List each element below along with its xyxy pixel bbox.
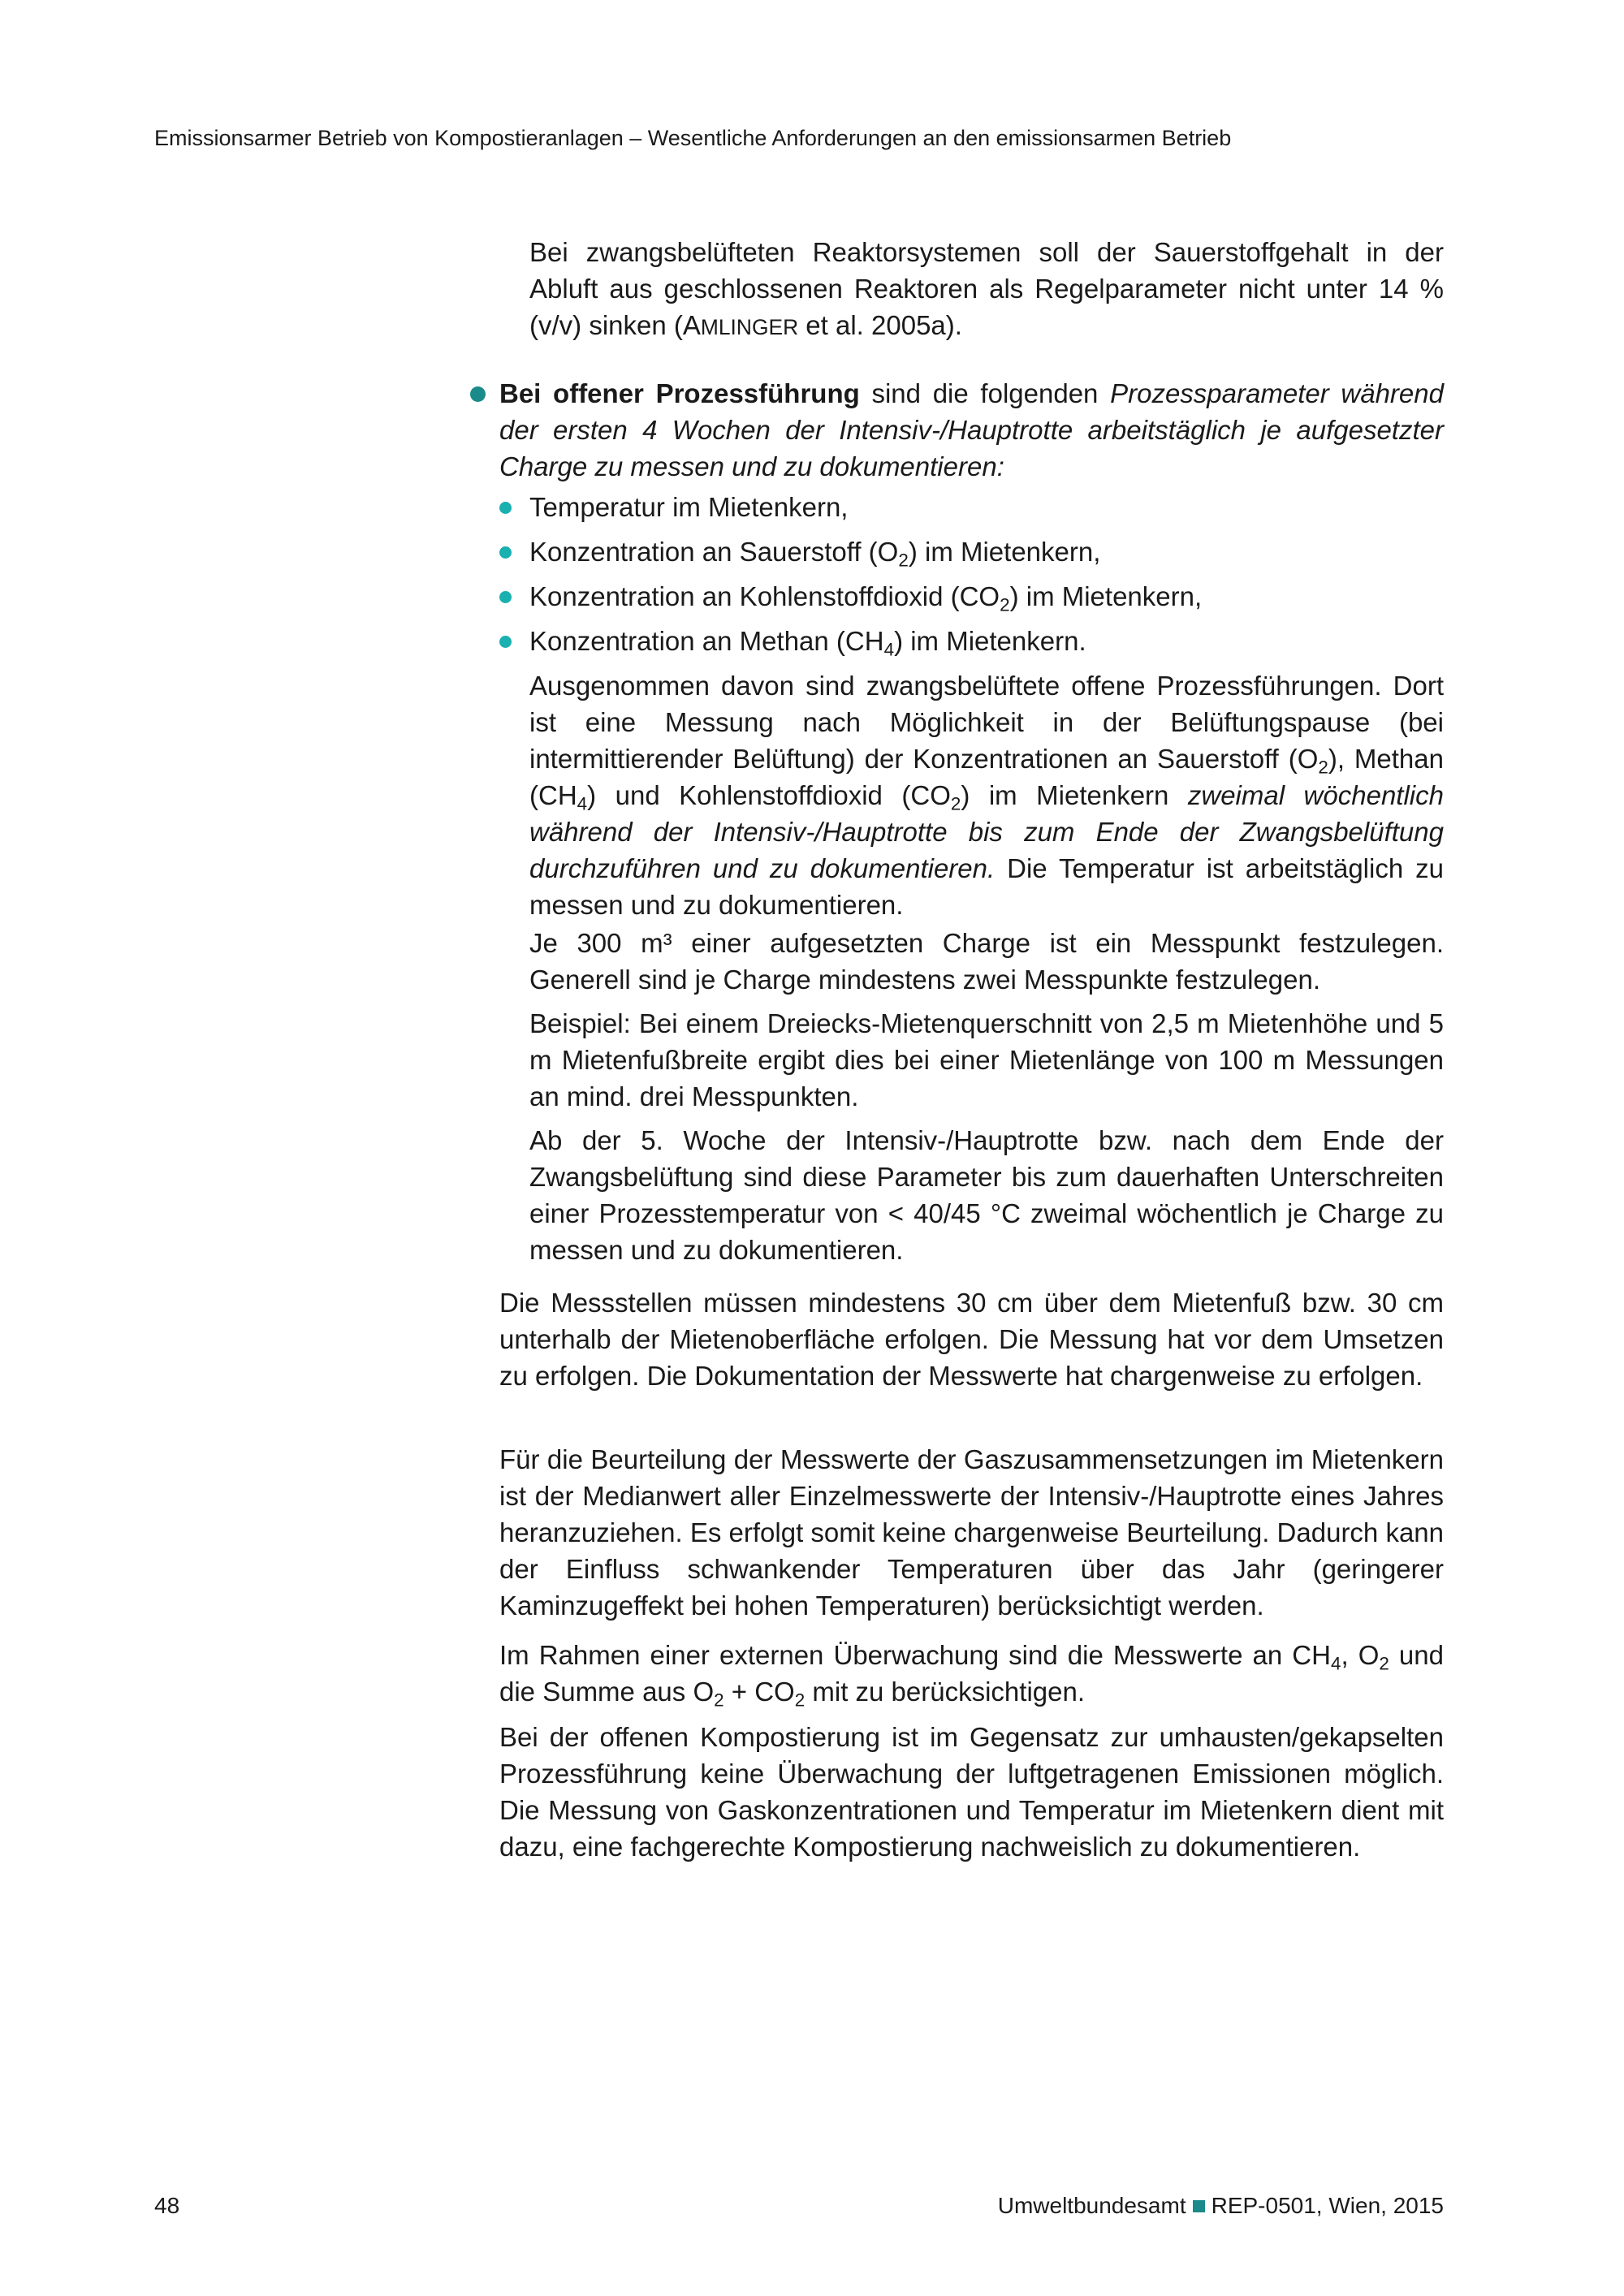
main-bullet-icon [470, 386, 486, 402]
subscript: 2 [794, 1690, 806, 1711]
indented-paragraph-week5 [529, 1122, 1444, 1268]
text-run: ), Methan (CH [529, 744, 1444, 810]
text-run: Die Temperatur ist arbeitstäglich zu messen und zu dokumentieren. [529, 853, 1444, 920]
author-initial: A [682, 310, 701, 340]
intro-text-2: et al. 2005a). [798, 310, 962, 340]
page-number [154, 2190, 179, 2222]
subscript: 4 [577, 793, 588, 814]
sub-bullet-text-post: ) im Mietenkern, [1009, 581, 1203, 611]
subscript: 2 [714, 1690, 724, 1711]
sub-bullet-icon [499, 502, 512, 514]
sub-bullet-text-post: ) im Mietenkern. [894, 626, 1086, 656]
text-run: ) im Mietenkern [961, 780, 1188, 810]
sub-bullet-item [529, 578, 1444, 615]
main-bullet-text [499, 375, 1444, 485]
sub-bullet-icon [499, 546, 512, 559]
subscript: 4 [883, 639, 895, 660]
sub-bullet-text-pre: Konzentration an Sauerstoff (O [529, 537, 899, 567]
sub-bullet-icon [499, 591, 512, 603]
text-run: mit zu berücksichtigen. [805, 1677, 1086, 1707]
text-run: + CO [723, 1677, 795, 1707]
italic-run: zweimal wöchentlich während der Intensiv-/Hauptrotte bis zum Ende der Zwangsbelüftung durchzuführen und zu dokumentieren. [529, 780, 1444, 883]
sub-bullet-text-pre: Konzentration an Kohlenstoffdioxid (CO [529, 581, 1000, 611]
text-run: und die Summe aus O [499, 1640, 1444, 1707]
subscript: 2 [898, 550, 909, 571]
text-run: Beispiel: Bei einem Dreiecks-Mietenquerschnitt von 2,5 m Mietenhöhe und 5 m Mietenfußbreite ergibt dies bei einer Mietenlänge von 100 m Messungen an mind. drei Messpunkten. [529, 1008, 1444, 1111]
sub-bullet-text: Temperatur im Mietenkern, [529, 492, 849, 522]
subscript: 2 [950, 793, 961, 814]
indented-paragraph-measuring-points [529, 925, 1444, 998]
paragraph-assessment [499, 1441, 1444, 1624]
page-number-text: 48 [154, 2193, 180, 2218]
sub-bullet-item [529, 533, 1444, 570]
text-run: Im Rahmen einer externen Überwachung sind die Messwerte an CH [499, 1640, 1331, 1670]
author-smallcaps: MLINGER [700, 315, 799, 339]
running-header [154, 122, 1470, 154]
report-number: REP-0501, Wien, 2015 [1211, 2193, 1444, 2218]
sub-bullet-item [529, 489, 1444, 525]
text-run: Ausgenommen davon sind zwangsbelüftete offene Prozessführungen. Dort ist eine Messung nach Möglichkeit in der Belüftungspause (bei intermittierender Belüftung) der Konzentrationen an Sauerstoff (O [529, 671, 1444, 774]
sub-bullet-text-post: ) im Mietenkern, [908, 537, 1101, 567]
running-title: Emissionsarmer Betrieb von Kompostieranlagen – Wesentliche Anforderungen an den emissionsarmen Betrieb [154, 126, 1232, 150]
footer-citation [998, 2190, 1444, 2222]
publisher-name: Umweltbundesamt [997, 2193, 1186, 2218]
paragraph-open-composting [499, 1719, 1444, 1865]
main-bullet-italic: Prozessparameter während der ersten 4 Wochen der Intensiv-/Hauptrotte arbeitstäglich je aufgesetzter Charge zu messen und zu dokumentieren: [499, 378, 1444, 481]
indented-paragraph-example [529, 1005, 1444, 1115]
main-bullet-normal: sind die folgenden [859, 378, 1111, 408]
subscript: 2 [1000, 594, 1010, 615]
sub-bullet-item [529, 623, 1444, 659]
indented-paragraph-exceptions [529, 667, 1444, 923]
text-run: Bei der offenen Kompostierung ist im Gegensatz zur umhausten/gekapselten Prozessführung keine Überwachung der luftgetragenen Emissionen möglich. Die Messung von Gaskonzentrationen und Temperatur im Mietenkern dient mit dazu, eine fachgerechte Kompostierung nachweislich zu dokumentieren. [499, 1722, 1444, 1862]
sub-bullet-icon [499, 636, 512, 648]
paragraph-measuring-locations [499, 1284, 1444, 1394]
text-run: ) und Kohlenstoffdioxid (CO [587, 780, 951, 810]
text-run: Je 300 m³ einer aufgesetzten Charge ist ein Messpunkt festzulegen. Generell sind je Charge mindestens zwei Messpunkte festzulegen. [529, 928, 1444, 995]
intro-text-1: Bei zwangsbelüfteten Reaktorsystemen soll der Sauerstoffgehalt in der Abluft aus geschlossenen Reaktoren als Regelparameter nicht unter 14 % (v/v) sinken ( [529, 237, 1444, 340]
intro-paragraph [529, 234, 1444, 346]
subscript: 2 [1318, 757, 1328, 778]
sub-bullet-text-pre: Konzentration an Methan (CH [529, 626, 884, 656]
paragraph-external-monitoring [499, 1637, 1444, 1710]
text-run: , O [1341, 1640, 1380, 1670]
text-run: Die Messstellen müssen mindestens 30 cm über dem Mietenfuß bzw. 30 cm unterhalb der Mietenoberfläche erfolgen. Die Messung hat vor dem Umsetzen zu erfolgen. Die Dokumentation der Messwerte hat chargenweise zu erfolgen. [499, 1288, 1444, 1391]
subscript: 2 [1379, 1653, 1389, 1674]
square-bullet-icon [1193, 2200, 1205, 2212]
text-run: Für die Beurteilung der Messwerte der Gaszusammensetzungen im Mietenkern ist der Medianwert aller Einzelmesswerte der Intensiv-/Hauptrotte eines Jahres heranzuziehen. Es erfolgt somit keine chargenweise Beurteilung. Dadurch kann der Einfluss schwankender Temperaturen über das Jahr (geringerer Kaminzugeffekt bei hohen Temperaturen) berücksichtigt werden. [499, 1444, 1445, 1621]
main-bullet-bold: Bei offener Prozessführung [499, 378, 860, 408]
subscript: 4 [1330, 1653, 1341, 1674]
text-run: Ab der 5. Woche der Intensiv-/Hauptrotte bzw. nach dem Ende der Zwangsbelüftung sind diese Parameter bis zum dauerhaften Unterschreiten einer Prozesstemperatur von < 40/45 °C zweimal wöchentlich je Charge zu messen und zu dokumentieren. [529, 1125, 1444, 1265]
